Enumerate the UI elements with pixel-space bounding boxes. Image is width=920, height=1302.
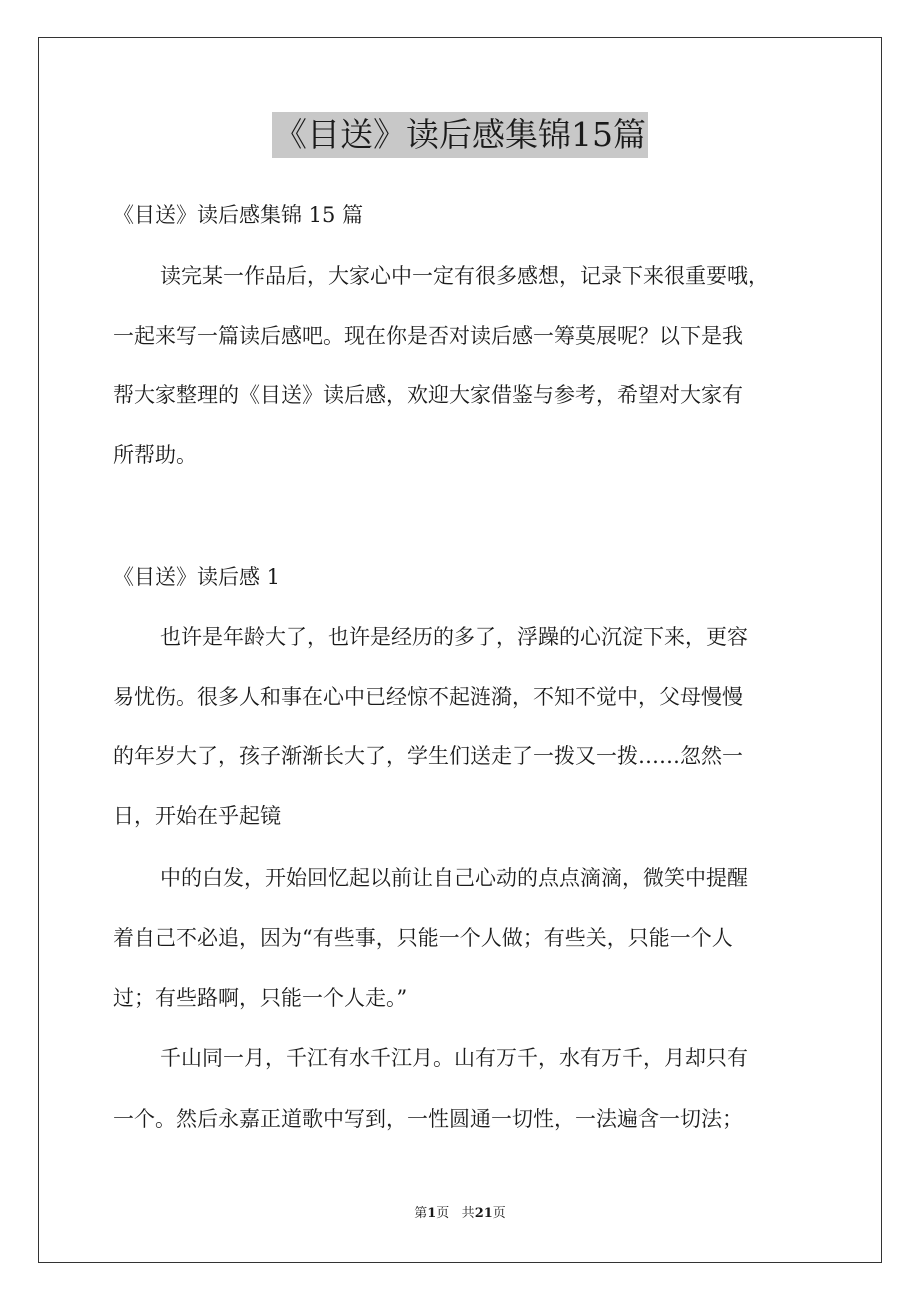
intro-line-3: 帮大家整理的《目送》读后感，欢迎大家借鉴与参考，希望对大家有 [113,383,743,407]
footer-page-number: 1 [427,1206,437,1221]
paragraph-1-line-1: 也许是年龄大了，也许是经历的多了，浮躁的心沉淀下来，更容 [160,625,748,649]
paragraph-3-line-2: 一个。然后永嘉正道歌中写到，一性圆通一切性，一法遍含一切法； [113,1107,743,1131]
page-footer [0,1205,920,1223]
footer-page-prefix: 第 [414,1206,428,1221]
footer-total-pages: 21 [474,1206,493,1221]
paragraph-2-line-3: 过；有些路啊，只能一个人走。” [113,986,408,1010]
paragraph-1-line-3: 的年岁大了，孩子渐渐长大了，学生们送走了一拨又一拨……忽然一 [113,744,743,768]
paragraph-3-line-1: 千山同一月，千江有水千江月。山有万千，水有万千，月却只有 [160,1046,748,1070]
footer-total-suffix: 页 [492,1206,506,1221]
paragraph-1-line-4: 日，开始在乎起镜 [113,804,281,828]
paragraph-2-line-1: 中的白发，开始回忆起以前让自己心动的点点滴滴，微笑中提醒 [160,866,748,890]
footer-total-prefix: 共 [461,1206,475,1221]
paragraph-1-line-2: 易忧伤。很多人和事在心中已经惊不起涟漪，不知不觉中，父母慢慢 [113,685,743,709]
section-heading: 《目送》读后感 1 [113,565,281,589]
paragraph-2-line-2: 着自己不必追，因为“有些事，只能一个人做；有些关，只能一个人 [113,926,733,950]
intro-line-2: 一起来写一篇读后感吧。现在你是否对读后感一筹莫展呢？以下是我 [113,324,743,348]
intro-line-1: 读完某一作品后，大家心中一定有很多感想，记录下来很重要哦， [160,264,769,288]
document-title-text: 《目送》读后感集锦15篇 [272,112,648,158]
footer-page-suffix: 页 [436,1206,450,1221]
document-subtitle: 《目送》读后感集锦 15 篇 [113,203,364,227]
intro-line-4: 所帮助。 [113,443,197,467]
document-title [0,112,920,158]
